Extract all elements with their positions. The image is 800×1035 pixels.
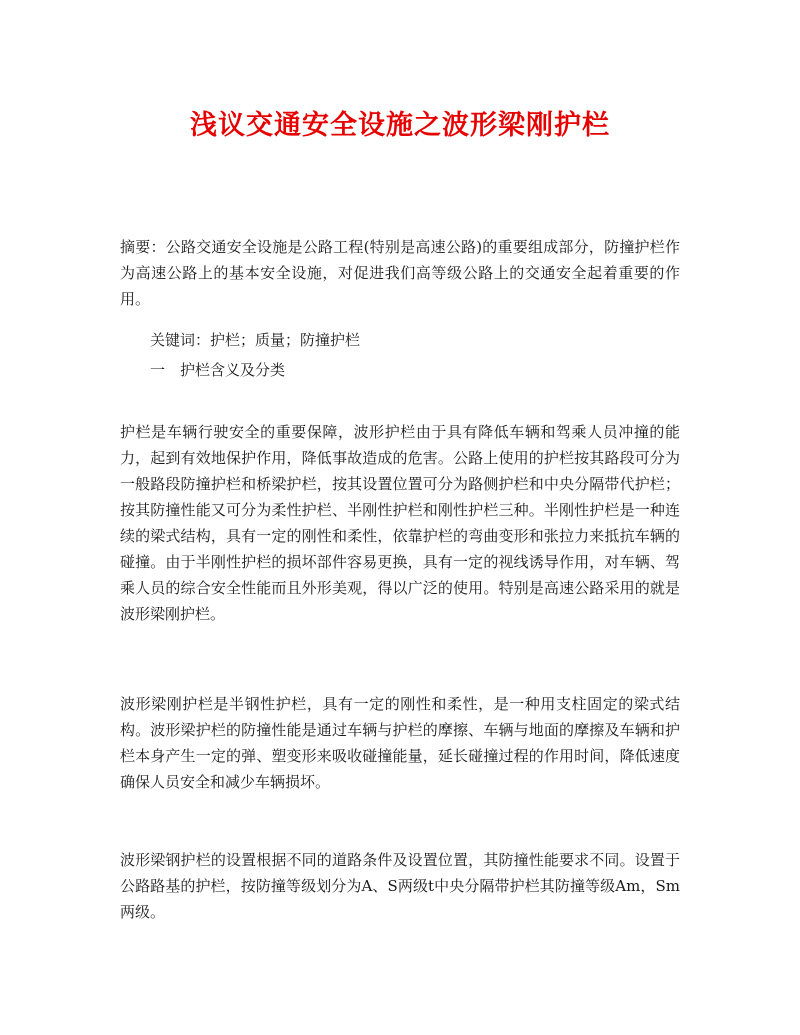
document-title: 浅议交通安全设施之波形梁刚护栏 bbox=[190, 110, 610, 141]
body-paragraph-1: 护栏是车辆行驶安全的重要保障，波形护栏由于具有降低车辆和驾乘人员冲撞的能力，起到有效地保护作用，降低事故造成的危害。公路上使用的护栏按其路段可分为一般路段防撞护栏和桥梁护栏，按其设置位置可分为路侧护栏和中央分隔带代护栏；按其防撞性能又可分为柔性护栏、半刚性护栏和刚性护栏三种。半刚性护栏是一种连续的梁式结构，具有一定的刚性和柔性，依靠护栏的弯曲变形和张拉力来抵抗车辆的碰撞。由于半刚性护栏的损坏部件容易更换，具有一定的视线诱导作用，对车辆、驾乘人员的综合安全性能而且外形美观，得以广泛的使用。特别是高速公路采用的就是波形梁刚护栏。 bbox=[120, 423, 680, 623]
body-paragraph-2: 波形梁刚护栏是半钢性护栏，具有一定的刚性和柔性，是一种用支柱固定的梁式结构。波形梁护栏的防撞性能是通过车辆与护栏的摩擦、车辆与地面的摩擦及车辆和护栏本身产生一定的弹、塑变形来吸收碰撞能量，延长碰撞过程的作用时间，降低速度确保人员安全和减少车辆损坏。 bbox=[120, 695, 680, 791]
abstract-paragraph: 摘要：公路交通安全设施是公路工程(特别是高速公路)的重要组成部分，防撞护栏作为高速公路上的基本安全设施，对促进我们高等级公路上的交通安全起着重要的作用。 bbox=[120, 238, 680, 308]
keywords-line: 关键词：护栏；质量；防撞护栏 bbox=[150, 331, 361, 349]
body-paragraph-3: 波形梁钢护栏的设置根据不同的道路条件及设置位置，其防撞性能要求不同。设置于公路路基的护栏，按防撞等级划分为A、S两级t中央分隔带护栏其防撞等级Am，Sm两级。 bbox=[120, 851, 680, 921]
section-heading: 一 护栏含义及分类 bbox=[150, 361, 286, 379]
